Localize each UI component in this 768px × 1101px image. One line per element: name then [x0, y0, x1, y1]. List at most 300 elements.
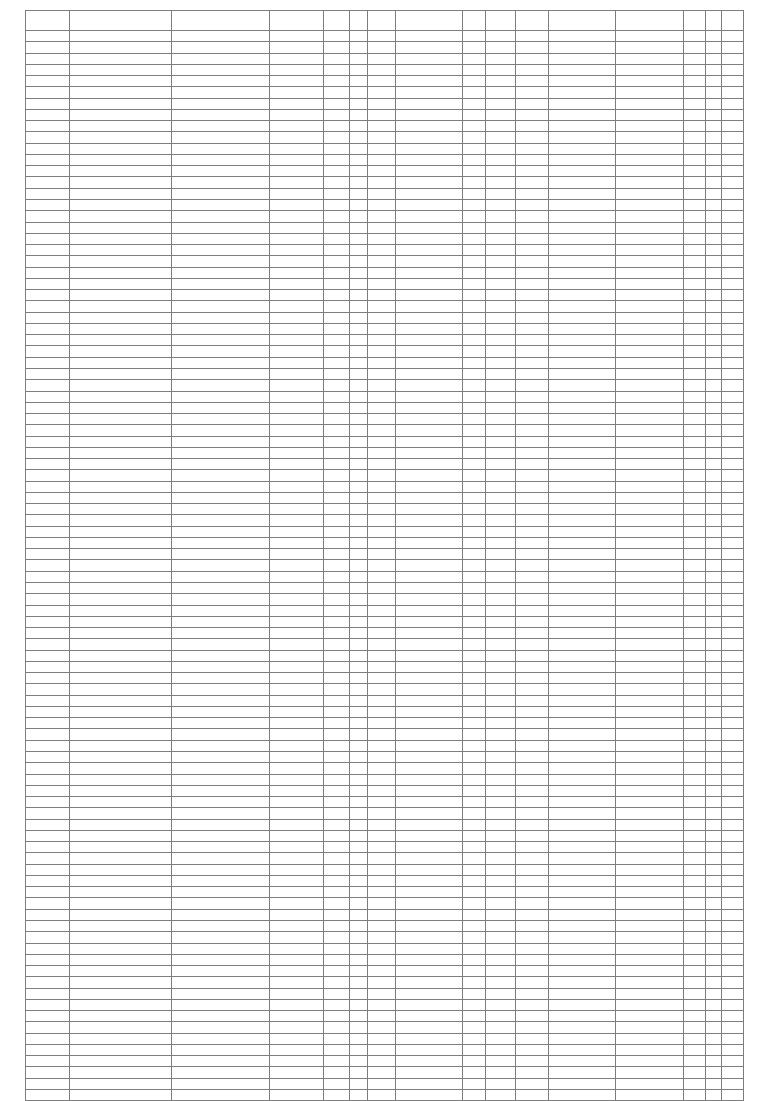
table-cell[interactable]	[368, 504, 396, 515]
table-cell[interactable]	[463, 819, 486, 830]
table-cell[interactable]	[172, 121, 270, 132]
table-cell[interactable]	[486, 447, 516, 458]
table-cell[interactable]	[324, 323, 350, 334]
table-cell[interactable]	[722, 87, 744, 98]
table-cell[interactable]	[706, 515, 722, 526]
table-cell[interactable]	[26, 819, 70, 830]
table-cell[interactable]	[270, 549, 324, 560]
table-cell[interactable]	[70, 605, 172, 616]
table-cell[interactable]	[396, 1078, 463, 1089]
table-cell[interactable]	[368, 98, 396, 109]
table-cell[interactable]	[368, 988, 396, 999]
table-cell[interactable]	[549, 425, 616, 436]
table-cell[interactable]	[516, 864, 549, 875]
table-cell[interactable]	[270, 842, 324, 853]
table-cell[interactable]	[722, 368, 744, 379]
table-cell[interactable]	[26, 312, 70, 323]
table-cell[interactable]	[350, 1078, 368, 1089]
table-cell[interactable]	[516, 920, 549, 931]
table-cell[interactable]	[70, 977, 172, 988]
table-cell[interactable]	[172, 481, 270, 492]
table-cell[interactable]	[463, 920, 486, 931]
table-cell[interactable]	[396, 797, 463, 808]
table-cell[interactable]	[486, 301, 516, 312]
table-cell[interactable]	[463, 391, 486, 402]
table-cell[interactable]	[396, 887, 463, 898]
table-cell[interactable]	[549, 887, 616, 898]
table-cell[interactable]	[368, 188, 396, 199]
table-cell[interactable]	[463, 481, 486, 492]
table-cell[interactable]	[396, 537, 463, 548]
table-cell[interactable]	[172, 954, 270, 965]
table-cell[interactable]	[549, 492, 616, 503]
table-cell[interactable]	[684, 256, 706, 267]
table-cell[interactable]	[616, 830, 684, 841]
table-cell[interactable]	[463, 109, 486, 120]
table-cell[interactable]	[486, 571, 516, 582]
table-cell[interactable]	[350, 830, 368, 841]
table-cell[interactable]	[486, 199, 516, 210]
table-cell[interactable]	[396, 380, 463, 391]
table-cell[interactable]	[684, 875, 706, 886]
table-cell[interactable]	[706, 1089, 722, 1100]
table-cell[interactable]	[270, 673, 324, 684]
table-cell[interactable]	[396, 504, 463, 515]
table-cell[interactable]	[486, 639, 516, 650]
table-cell[interactable]	[684, 447, 706, 458]
table-cell[interactable]	[706, 1011, 722, 1022]
table-cell[interactable]	[172, 999, 270, 1010]
table-cell[interactable]	[722, 76, 744, 87]
table-cell[interactable]	[706, 414, 722, 425]
table-cell[interactable]	[486, 166, 516, 177]
table-cell[interactable]	[26, 199, 70, 210]
table-cell[interactable]	[26, 752, 70, 763]
table-cell[interactable]	[706, 233, 722, 244]
table-cell[interactable]	[684, 673, 706, 684]
table-cell[interactable]	[516, 267, 549, 278]
table-cell[interactable]	[486, 53, 516, 64]
table-cell[interactable]	[616, 594, 684, 605]
table-cell[interactable]	[549, 864, 616, 875]
table-cell[interactable]	[486, 267, 516, 278]
table-cell[interactable]	[368, 481, 396, 492]
table-cell[interactable]	[616, 357, 684, 368]
table-cell[interactable]	[324, 898, 350, 909]
table-cell[interactable]	[270, 605, 324, 616]
table-cell[interactable]	[684, 109, 706, 120]
table-cell[interactable]	[26, 109, 70, 120]
table-cell[interactable]	[684, 977, 706, 988]
table-cell[interactable]	[172, 695, 270, 706]
table-cell[interactable]	[616, 966, 684, 977]
table-cell[interactable]	[616, 335, 684, 346]
table-cell[interactable]	[706, 177, 722, 188]
table-cell[interactable]	[172, 76, 270, 87]
table-cell[interactable]	[463, 166, 486, 177]
table-cell[interactable]	[368, 752, 396, 763]
table-cell[interactable]	[324, 695, 350, 706]
table-cell[interactable]	[722, 290, 744, 301]
table-cell[interactable]	[722, 537, 744, 548]
table-cell[interactable]	[684, 323, 706, 334]
table-cell[interactable]	[396, 402, 463, 413]
table-cell[interactable]	[172, 188, 270, 199]
table-cell[interactable]	[516, 605, 549, 616]
table-cell[interactable]	[70, 774, 172, 785]
table-cell[interactable]	[26, 481, 70, 492]
table-cell[interactable]	[706, 785, 722, 796]
table-cell[interactable]	[684, 932, 706, 943]
table-cell[interactable]	[684, 830, 706, 841]
table-cell[interactable]	[368, 447, 396, 458]
table-cell[interactable]	[324, 999, 350, 1010]
table-cell[interactable]	[26, 98, 70, 109]
table-cell[interactable]	[684, 616, 706, 627]
table-cell[interactable]	[270, 109, 324, 120]
table-cell[interactable]	[463, 1044, 486, 1055]
table-cell[interactable]	[324, 673, 350, 684]
table-cell[interactable]	[26, 864, 70, 875]
table-cell[interactable]	[350, 470, 368, 481]
table-cell[interactable]	[549, 594, 616, 605]
table-cell[interactable]	[486, 943, 516, 954]
table-cell[interactable]	[70, 808, 172, 819]
table-cell[interactable]	[368, 673, 396, 684]
table-cell[interactable]	[324, 684, 350, 695]
table-cell[interactable]	[26, 267, 70, 278]
table-cell[interactable]	[463, 954, 486, 965]
table-cell[interactable]	[516, 875, 549, 886]
table-cell[interactable]	[324, 1067, 350, 1078]
table-cell[interactable]	[70, 526, 172, 537]
table-cell[interactable]	[396, 943, 463, 954]
table-cell[interactable]	[549, 436, 616, 447]
table-cell[interactable]	[368, 774, 396, 785]
table-cell[interactable]	[172, 42, 270, 53]
table-cell[interactable]	[463, 278, 486, 289]
table-cell[interactable]	[70, 752, 172, 763]
table-cell[interactable]	[172, 414, 270, 425]
table-cell[interactable]	[549, 695, 616, 706]
table-cell[interactable]	[270, 245, 324, 256]
table-cell[interactable]	[616, 571, 684, 582]
table-cell[interactable]	[684, 999, 706, 1010]
table-cell[interactable]	[486, 560, 516, 571]
table-cell[interactable]	[549, 966, 616, 977]
table-cell[interactable]	[324, 1078, 350, 1089]
table-cell[interactable]	[463, 853, 486, 864]
table-cell[interactable]	[396, 132, 463, 143]
table-cell[interactable]	[172, 1033, 270, 1044]
table-cell[interactable]	[549, 808, 616, 819]
table-cell[interactable]	[396, 583, 463, 594]
table-cell[interactable]	[324, 357, 350, 368]
table-cell[interactable]	[396, 222, 463, 233]
table-cell[interactable]	[368, 684, 396, 695]
table-cell[interactable]	[270, 64, 324, 75]
table-cell[interactable]	[70, 943, 172, 954]
table-cell[interactable]	[684, 98, 706, 109]
table-cell[interactable]	[684, 76, 706, 87]
table-cell[interactable]	[549, 988, 616, 999]
table-cell[interactable]	[549, 763, 616, 774]
table-cell[interactable]	[616, 526, 684, 537]
table-cell[interactable]	[722, 819, 744, 830]
table-cell[interactable]	[396, 199, 463, 210]
table-cell[interactable]	[172, 256, 270, 267]
table-cell[interactable]	[70, 335, 172, 346]
table-cell[interactable]	[350, 1033, 368, 1044]
table-cell[interactable]	[26, 706, 70, 717]
table-cell[interactable]	[463, 42, 486, 53]
table-cell[interactable]	[549, 1056, 616, 1067]
table-cell[interactable]	[368, 256, 396, 267]
table-cell[interactable]	[324, 954, 350, 965]
table-cell[interactable]	[722, 875, 744, 886]
table-cell[interactable]	[463, 560, 486, 571]
table-cell[interactable]	[516, 42, 549, 53]
table-cell[interactable]	[616, 470, 684, 481]
table-cell[interactable]	[722, 1078, 744, 1089]
table-cell[interactable]	[396, 842, 463, 853]
table-cell[interactable]	[70, 864, 172, 875]
table-cell[interactable]	[26, 954, 70, 965]
table-cell[interactable]	[616, 166, 684, 177]
table-cell[interactable]	[549, 1033, 616, 1044]
table-cell[interactable]	[324, 402, 350, 413]
table-cell[interactable]	[516, 932, 549, 943]
table-cell[interactable]	[516, 211, 549, 222]
table-cell[interactable]	[368, 177, 396, 188]
table-cell[interactable]	[172, 594, 270, 605]
table-cell[interactable]	[486, 121, 516, 132]
table-cell[interactable]	[549, 481, 616, 492]
table-cell[interactable]	[684, 864, 706, 875]
table-cell[interactable]	[172, 560, 270, 571]
table-cell[interactable]	[616, 920, 684, 931]
table-cell[interactable]	[486, 109, 516, 120]
table-cell[interactable]	[722, 447, 744, 458]
table-cell[interactable]	[616, 1078, 684, 1089]
table-cell[interactable]	[70, 1033, 172, 1044]
table-cell[interactable]	[270, 492, 324, 503]
table-cell[interactable]	[270, 267, 324, 278]
table-cell[interactable]	[684, 132, 706, 143]
table-cell[interactable]	[70, 53, 172, 64]
table-cell[interactable]	[324, 312, 350, 323]
table-cell[interactable]	[270, 729, 324, 740]
table-cell[interactable]	[706, 166, 722, 177]
table-cell[interactable]	[516, 752, 549, 763]
table-cell[interactable]	[616, 785, 684, 796]
table-cell[interactable]	[486, 87, 516, 98]
table-cell[interactable]	[368, 222, 396, 233]
table-cell[interactable]	[70, 639, 172, 650]
table-cell[interactable]	[463, 290, 486, 301]
table-cell[interactable]	[549, 1089, 616, 1100]
table-cell[interactable]	[706, 673, 722, 684]
table-cell[interactable]	[350, 222, 368, 233]
table-cell[interactable]	[172, 661, 270, 672]
table-cell[interactable]	[26, 42, 70, 53]
table-cell[interactable]	[516, 245, 549, 256]
table-cell[interactable]	[549, 729, 616, 740]
table-cell[interactable]	[516, 887, 549, 898]
table-cell[interactable]	[706, 943, 722, 954]
table-cell[interactable]	[270, 774, 324, 785]
table-cell[interactable]	[549, 245, 616, 256]
table-cell[interactable]	[486, 616, 516, 627]
table-cell[interactable]	[486, 954, 516, 965]
table-cell[interactable]	[270, 920, 324, 931]
table-cell[interactable]	[706, 729, 722, 740]
table-cell[interactable]	[722, 166, 744, 177]
table-cell[interactable]	[706, 571, 722, 582]
table-cell[interactable]	[463, 628, 486, 639]
table-cell[interactable]	[70, 121, 172, 132]
table-cell[interactable]	[684, 380, 706, 391]
table-cell[interactable]	[26, 31, 70, 42]
table-cell[interactable]	[616, 763, 684, 774]
table-cell[interactable]	[324, 639, 350, 650]
table-cell[interactable]	[172, 98, 270, 109]
table-cell[interactable]	[350, 943, 368, 954]
table-cell[interactable]	[486, 853, 516, 864]
table-cell[interactable]	[463, 650, 486, 661]
table-cell[interactable]	[396, 875, 463, 886]
table-cell[interactable]	[722, 977, 744, 988]
table-cell[interactable]	[616, 943, 684, 954]
table-cell[interactable]	[684, 290, 706, 301]
table-cell[interactable]	[516, 1067, 549, 1078]
table-cell[interactable]	[350, 121, 368, 132]
table-cell[interactable]	[684, 357, 706, 368]
table-cell[interactable]	[616, 1056, 684, 1067]
table-cell[interactable]	[350, 267, 368, 278]
table-cell[interactable]	[486, 481, 516, 492]
table-cell[interactable]	[516, 797, 549, 808]
table-cell[interactable]	[270, 887, 324, 898]
table-cell[interactable]	[486, 368, 516, 379]
table-cell[interactable]	[26, 222, 70, 233]
table-cell[interactable]	[270, 988, 324, 999]
table-cell[interactable]	[463, 31, 486, 42]
table-cell[interactable]	[722, 1011, 744, 1022]
table-cell[interactable]	[350, 481, 368, 492]
table-cell[interactable]	[486, 920, 516, 931]
table-cell[interactable]	[722, 797, 744, 808]
table-cell[interactable]	[549, 920, 616, 931]
table-cell[interactable]	[549, 323, 616, 334]
table-cell[interactable]	[350, 571, 368, 582]
table-cell[interactable]	[270, 752, 324, 763]
table-cell[interactable]	[549, 31, 616, 42]
table-cell[interactable]	[516, 909, 549, 920]
table-cell[interactable]	[706, 695, 722, 706]
table-cell[interactable]	[270, 154, 324, 165]
table-cell[interactable]	[549, 571, 616, 582]
table-cell[interactable]	[516, 64, 549, 75]
table-cell[interactable]	[616, 706, 684, 717]
table-cell[interactable]	[722, 143, 744, 154]
table-cell[interactable]	[70, 301, 172, 312]
table-cell[interactable]	[368, 199, 396, 210]
table-cell[interactable]	[463, 661, 486, 672]
table-cell[interactable]	[684, 470, 706, 481]
table-cell[interactable]	[722, 233, 744, 244]
table-cell[interactable]	[616, 188, 684, 199]
table-cell[interactable]	[486, 1056, 516, 1067]
table-cell[interactable]	[463, 875, 486, 886]
table-cell[interactable]	[706, 256, 722, 267]
table-cell[interactable]	[684, 853, 706, 864]
table-cell[interactable]	[722, 346, 744, 357]
table-cell[interactable]	[396, 188, 463, 199]
table-cell[interactable]	[70, 661, 172, 672]
table-cell[interactable]	[463, 335, 486, 346]
table-cell[interactable]	[324, 459, 350, 470]
table-cell[interactable]	[549, 616, 616, 627]
table-cell[interactable]	[396, 920, 463, 931]
table-cell[interactable]	[463, 966, 486, 977]
table-cell[interactable]	[706, 898, 722, 909]
table-cell[interactable]	[616, 199, 684, 210]
table-cell[interactable]	[368, 368, 396, 379]
table-cell[interactable]	[463, 121, 486, 132]
table-cell[interactable]	[516, 414, 549, 425]
table-cell[interactable]	[722, 673, 744, 684]
table-cell[interactable]	[516, 121, 549, 132]
table-cell[interactable]	[324, 132, 350, 143]
table-cell[interactable]	[324, 143, 350, 154]
table-cell[interactable]	[706, 977, 722, 988]
table-cell[interactable]	[396, 628, 463, 639]
table-cell[interactable]	[270, 932, 324, 943]
table-cell[interactable]	[26, 391, 70, 402]
table-cell[interactable]	[270, 853, 324, 864]
table-cell[interactable]	[549, 560, 616, 571]
table-cell[interactable]	[616, 492, 684, 503]
table-cell[interactable]	[616, 42, 684, 53]
table-cell[interactable]	[368, 718, 396, 729]
table-cell[interactable]	[706, 481, 722, 492]
table-cell[interactable]	[172, 1056, 270, 1067]
table-cell[interactable]	[722, 785, 744, 796]
table-cell[interactable]	[70, 380, 172, 391]
table-cell[interactable]	[516, 87, 549, 98]
table-cell[interactable]	[722, 571, 744, 582]
table-cell[interactable]	[463, 605, 486, 616]
table-cell[interactable]	[26, 594, 70, 605]
table-cell[interactable]	[486, 42, 516, 53]
table-cell[interactable]	[549, 932, 616, 943]
table-cell[interactable]	[616, 267, 684, 278]
table-cell[interactable]	[324, 594, 350, 605]
table-cell[interactable]	[368, 267, 396, 278]
table-cell[interactable]	[684, 729, 706, 740]
table-cell[interactable]	[463, 842, 486, 853]
table-cell[interactable]	[172, 966, 270, 977]
table-cell[interactable]	[270, 87, 324, 98]
table-cell[interactable]	[722, 301, 744, 312]
table-cell[interactable]	[324, 797, 350, 808]
table-cell[interactable]	[722, 1033, 744, 1044]
table-cell[interactable]	[549, 346, 616, 357]
table-cell[interactable]	[516, 1033, 549, 1044]
table-cell[interactable]	[706, 661, 722, 672]
table-cell[interactable]	[324, 188, 350, 199]
